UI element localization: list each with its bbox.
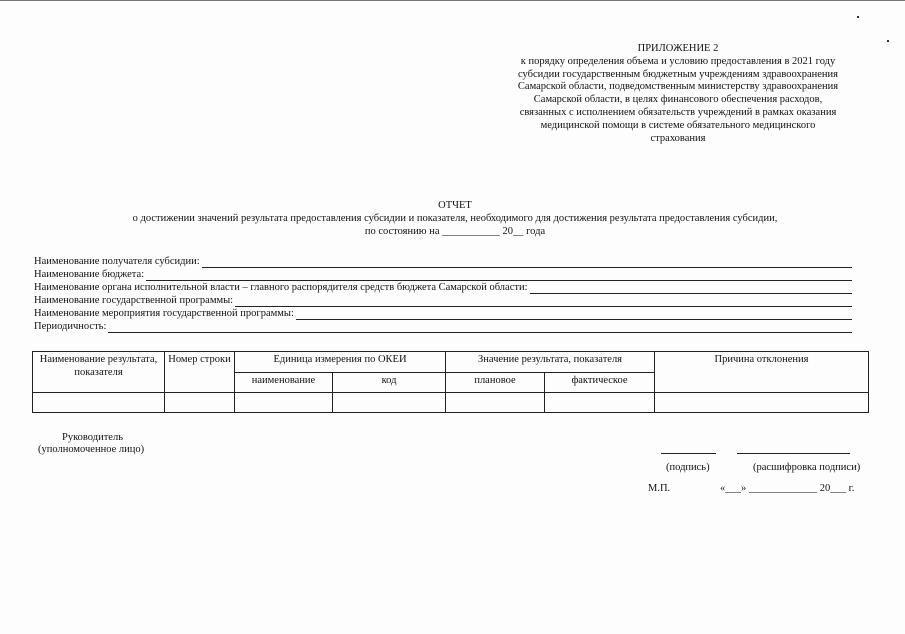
signature-caption: (подпись) bbox=[666, 462, 710, 473]
report-title: ОТЧЕТ bbox=[438, 200, 472, 211]
field-label: Наименование государственной программы: bbox=[34, 295, 234, 306]
appendix-line: Самарской области, подведомственным министерству здравоохранения bbox=[517, 81, 839, 93]
report-date-line: по состоянию на ___________ 20__ года bbox=[364, 225, 546, 237]
decoding-caption: (расшифровка подписи) bbox=[753, 462, 861, 473]
header-unit: Единица измерения по ОКЕИ bbox=[235, 352, 446, 373]
report-subtitle: о достижении значений результата предоставления субсидии и показателя, необходимого для достижения результата предоставления субсидии, bbox=[132, 212, 778, 224]
report-table bbox=[32, 351, 869, 413]
appendix-line: страхования bbox=[650, 132, 706, 144]
field-underline[interactable] bbox=[202, 257, 852, 268]
table-cell[interactable] bbox=[545, 393, 655, 413]
scan-speck bbox=[857, 16, 859, 18]
field-program-activity[interactable] bbox=[34, 307, 852, 320]
report-title-block bbox=[40, 200, 870, 238]
head-label-sub: (уполномоченное лицо) bbox=[38, 444, 145, 455]
field-budget[interactable] bbox=[34, 268, 852, 281]
header-value-actual: фактическое bbox=[545, 373, 655, 393]
table-cell[interactable] bbox=[165, 393, 235, 413]
field-underline[interactable] bbox=[296, 309, 852, 320]
header-unit-name: наименование bbox=[235, 373, 333, 393]
header-result: Наименование результата, показателя bbox=[33, 352, 165, 393]
field-label: Периодичность: bbox=[34, 321, 107, 332]
header-unit-code: код bbox=[333, 373, 446, 393]
decoding-line[interactable] bbox=[737, 453, 850, 454]
header-reason: Причина отклонения bbox=[655, 352, 869, 393]
header-value: Значение результата, показателя bbox=[446, 352, 655, 373]
field-underline[interactable] bbox=[530, 283, 853, 294]
field-label: Наименование бюджета: bbox=[34, 269, 145, 280]
appendix-line: субсидии государственным бюджетным учреждениям здравоохранения bbox=[518, 68, 838, 80]
appendix-header bbox=[498, 43, 858, 145]
field-label: Наименование мероприятия государственной программы: bbox=[34, 308, 294, 319]
field-underline[interactable] bbox=[235, 296, 852, 307]
appendix-line: связанных с исполнением обязательств учреждений в рамках оказания bbox=[519, 106, 837, 118]
table-cell[interactable] bbox=[333, 393, 446, 413]
head-label: Руководитель bbox=[62, 432, 123, 443]
table-cell[interactable] bbox=[33, 393, 165, 413]
header-row-number: Номер строки bbox=[165, 352, 235, 393]
field-recipient[interactable] bbox=[34, 255, 852, 268]
field-label: Наименование органа исполнительной власти – главного распорядителя средств бюджета Самарской области: bbox=[34, 282, 528, 293]
field-underline[interactable] bbox=[108, 322, 852, 333]
signature-line[interactable] bbox=[661, 453, 716, 454]
field-program[interactable] bbox=[34, 294, 852, 307]
table-cell[interactable] bbox=[655, 393, 869, 413]
appendix-heading: ПРИЛОЖЕНИЕ 2 bbox=[637, 43, 719, 54]
scan-speck bbox=[887, 40, 889, 42]
table-cell[interactable] bbox=[446, 393, 545, 413]
field-periodicity[interactable] bbox=[34, 320, 852, 333]
header-value-planned: плановое bbox=[446, 373, 545, 393]
stamp-label: М.П. bbox=[648, 483, 671, 494]
appendix-line: медицинской помощи в системе обязательного медицинского bbox=[540, 119, 816, 131]
top-border-line bbox=[0, 0, 905, 1]
appendix-line: Самарской области, в целях финансового обеспечения расходов, bbox=[533, 94, 823, 106]
table-row bbox=[33, 393, 869, 413]
field-label: Наименование получателя субсидии: bbox=[34, 256, 200, 267]
appendix-line: к порядку определения объема и условию предоставления в 2021 году bbox=[520, 55, 836, 67]
field-authority[interactable] bbox=[34, 281, 852, 294]
field-underline[interactable] bbox=[146, 270, 852, 281]
table-cell[interactable] bbox=[235, 393, 333, 413]
signature-date: «___» _____________ 20___ г. bbox=[720, 483, 855, 494]
